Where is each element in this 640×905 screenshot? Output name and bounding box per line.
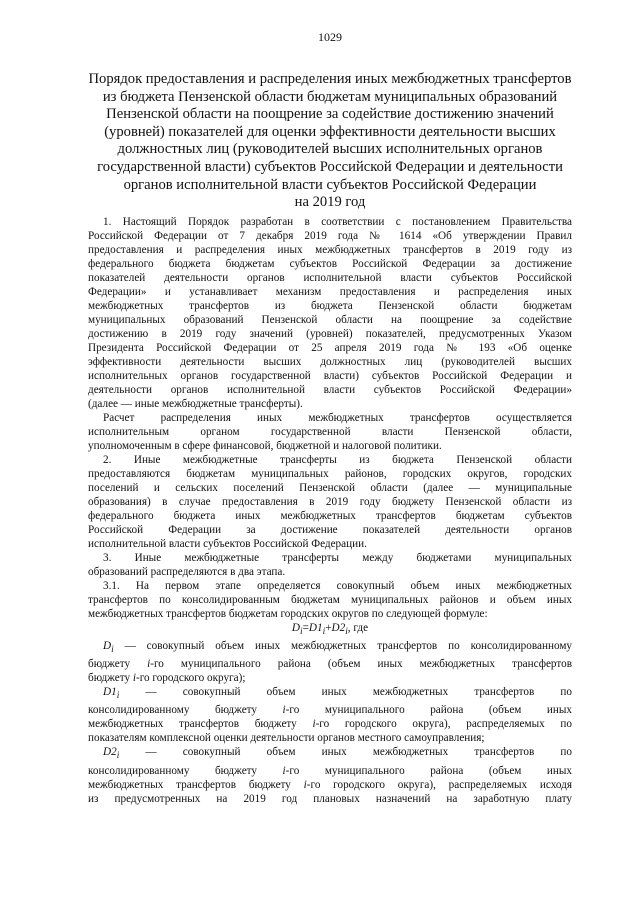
- definition-text: -го муниципального района (объем иных: [285, 764, 572, 777]
- text-line: показателей деятельности органов исполнительной власти субъектов Российской: [88, 271, 572, 284]
- formula-index: i: [345, 626, 348, 637]
- text-line: федерального бюджета бюджетам субъектов Российской Федерации за достижение: [88, 257, 572, 270]
- text-line: образования) в случае предоставления в 2019 году бюджету Пензенской области из: [88, 495, 572, 508]
- definition-text: — совокупный объем иных межбюджетных трансфертов по: [119, 746, 572, 759]
- document-title: [72, 71, 588, 212]
- definition-index: i: [132, 672, 136, 685]
- text-line: уполномоченным в сфере финансовой, бюджетной и налоговой политики.: [88, 439, 442, 452]
- text-line: [88, 745, 572, 763]
- text-line: [88, 685, 572, 703]
- definition-text: консолидированному бюджету: [88, 764, 283, 777]
- definition-index: i: [111, 645, 114, 656]
- definition-index: i: [282, 704, 286, 717]
- text-line: [88, 639, 572, 657]
- definition-text: -го муниципального района (объем иных межбюджетных трансфертов: [150, 658, 572, 671]
- title-line: органов исполнительной власти субъектов Российской Федерации: [123, 176, 537, 193]
- definition-symbol: D1: [103, 686, 117, 699]
- definition-text: -го городского округа), распределяемых по: [315, 718, 572, 731]
- formula-symbol: D: [291, 621, 300, 634]
- formula-symbol: D1: [308, 621, 323, 634]
- text-line: показателям комплексной оценки деятельности органов местного самоуправления;: [88, 732, 485, 745]
- text-line: 1. Настоящий Порядок разработан в соответствии с постановлением Правительства: [103, 215, 572, 228]
- definition-symbol: D: [103, 639, 112, 652]
- definition-index: i: [116, 751, 120, 762]
- text-line: из предусмотренных на 2019 год плановых назначений на заработную плату: [88, 792, 572, 805]
- paragraph-5: [88, 579, 572, 621]
- text-line: деятельности органов исполнительной власти субъектов Российской Федерации»: [88, 383, 572, 396]
- definition-d1: [88, 685, 572, 745]
- paragraph-4: [88, 551, 572, 579]
- text-line: [88, 703, 572, 717]
- text-line: Российской Федерации от 7 декабря 2019 года № 1614 «Об утверждении Правил: [88, 229, 572, 242]
- definition-text: межбюджетных трансфертов бюджету: [88, 778, 304, 791]
- text-line: достижению в 2019 году значений (уровней) показателей, предусмотренных Указом: [88, 327, 572, 340]
- definition-text: — совокупный объем иных межбюджетных трансфертов по: [119, 686, 572, 699]
- definition-text: бюджету: [88, 658, 148, 671]
- document-body: [88, 215, 572, 806]
- formula-symbol: D2: [331, 621, 346, 634]
- text-line: эффективности деятельности высших должностных лиц (руководителей высших: [88, 355, 572, 368]
- text-line: муниципальных образований Пензенской области на поощрение за содействие: [88, 313, 572, 326]
- definition-text: -го городского округа), распределяемых исходя: [306, 778, 572, 791]
- title-line: из бюджета Пензенской области бюджетам муниципальных образований: [102, 88, 558, 105]
- text-line: 2. Иные межбюджетные трансферты из бюджета Пензенской области: [103, 453, 572, 466]
- definition-text: — совокупный объем иных межбюджетных трансфертов по консолидированному: [113, 639, 572, 652]
- text-line: [88, 778, 572, 792]
- text-line: [88, 717, 572, 731]
- definition-index: i: [116, 691, 120, 702]
- text-line: [88, 657, 572, 671]
- definition-text: -го муниципального района (объем иных: [285, 704, 572, 717]
- text-line: [88, 671, 572, 685]
- title-line: (уровней) показателей для оценки эффективности деятельности высших: [104, 123, 556, 140]
- title-line: государственной власти) субъектов Российской Федерации и деятельности: [97, 158, 563, 175]
- title-line: Порядок предоставления и распределения иных межбюджетных трансфертов: [88, 71, 572, 87]
- text-line: поселений и сельских поселений Пензенской области (далее — муниципальные: [88, 481, 572, 494]
- text-line: [88, 764, 572, 778]
- text-line: Федерации» и устанавливает механизм предоставления и распределения иных: [88, 285, 572, 298]
- document-page: [88, 30, 572, 806]
- text-line: трансфертов по консолидированным бюджетам муниципальных районов и объем иных: [88, 593, 572, 606]
- text-line: исполнительным органом государственной власти Пензенской области,: [88, 425, 572, 438]
- title-line: на 2019 год: [294, 194, 366, 211]
- definition-index: i: [303, 778, 307, 791]
- paragraph-2: [88, 411, 572, 453]
- definition-d2: [88, 745, 572, 805]
- formula: [88, 621, 572, 639]
- paragraph-3: [88, 453, 572, 551]
- paragraph-1: [88, 215, 572, 411]
- definition-d: [88, 639, 572, 685]
- text-line: 3. Иные межбюджетные трансферты между бюджетами муниципальных: [103, 551, 572, 564]
- text-line: 3.1. На первом этапе определяется совокупный объем иных межбюджетных: [103, 579, 572, 592]
- text-line: исполнительных органов государственной власти) субъектов Российской Федерации и: [88, 369, 572, 382]
- text-line: предоставляются бюджетам муниципальных районов, городских округов, городских: [88, 467, 572, 480]
- definition-text: -го городского округа);: [135, 672, 246, 685]
- formula-operator: =: [302, 621, 309, 634]
- formula-index: i: [322, 626, 326, 637]
- definition-text: консолидированному бюджету: [88, 704, 283, 717]
- formula-operator: +: [325, 621, 332, 634]
- text-line: исполнительной власти субъектов Российской Федерации.: [88, 537, 367, 550]
- definition-index: i: [147, 658, 151, 671]
- title-line: должностных лиц (руководителей высших исполнительных органов: [117, 141, 543, 158]
- definition-text: межбюджетных трансфертов бюджету: [88, 718, 313, 731]
- text-line: федерального бюджета иных межбюджетных трансфертов бюджетам субъектов: [88, 509, 572, 522]
- definition-index: i: [312, 718, 316, 731]
- definition-index: i: [282, 764, 286, 777]
- definition-text: бюджету: [88, 672, 133, 685]
- text-line: Российской Федерации за достижение показателей деятельности органов: [88, 523, 572, 536]
- text-line: предоставления и распределения иных межбюджетных трансфертов в 2019 году из: [88, 243, 572, 256]
- text-line: межбюджетных трансфертов бюджетам городских округов по следующей формуле:: [88, 607, 488, 620]
- formula-index: i: [300, 626, 303, 637]
- text-line: (далее — иные межбюджетные трансферты).: [88, 397, 303, 410]
- text-line: образований распределяются в два этапа.: [88, 565, 286, 578]
- title-line: Пензенской области на поощрение за содействие достижению значений: [106, 106, 554, 123]
- text-line: межбюджетных трансфертов из бюджета Пензенской области бюджетам: [88, 299, 572, 312]
- page-number: 1029: [318, 30, 342, 44]
- text-line: Расчет распределения иных межбюджетных трансфертов осуществляется: [103, 411, 572, 424]
- definition-symbol: D2: [103, 746, 117, 759]
- text-line: Президента Российской Федерации от 25 апреля 2019 года № 193 «Об оценке: [88, 341, 572, 354]
- formula-tail: , где: [347, 621, 369, 634]
